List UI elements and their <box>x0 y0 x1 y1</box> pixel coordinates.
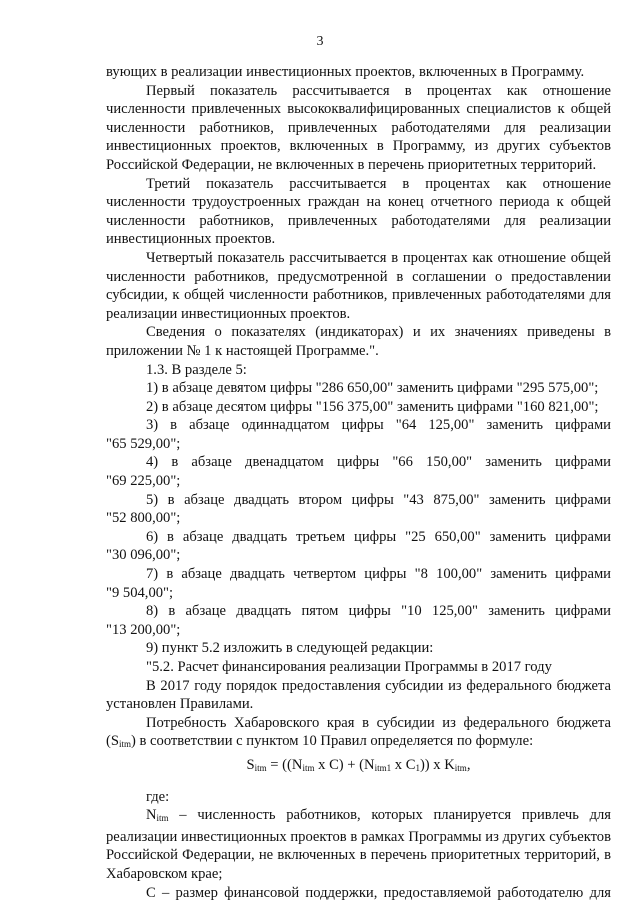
formula <box>106 756 611 778</box>
formula-part-1: = ((N <box>266 756 303 773</box>
paragraph-third-indicator: Третий показатель рассчитывается в процентах как отношение численности трудоустроенных граждан на конец отчетного периода к общей численности работников, привлеченных работодателями для реализации инвестиционных проектов. <box>106 175 611 248</box>
document-body <box>106 63 611 902</box>
formula-part-4: )) x K <box>419 756 455 773</box>
subsection-heading: "5.2. Расчет финансирования реализации Программы в 2017 году <box>146 659 552 675</box>
paragraph-fourth-indicator: Четвертый показатель рассчитывается в процентах как отношение общей численности работников, предусмотренной в соглашении о предоставлении субсидии, к общей численности работников, привлеченных работодателями для реализации инвестиционных проектов. <box>106 249 611 322</box>
list-item-3-line1: 3) в абзаце одиннадцатом цифры "64 125,00" заменить цифрами <box>146 417 611 434</box>
need-text-before: Потребность Хабаровского края в субсидии из федерального бюджета (S <box>106 714 611 750</box>
paragraph-subsidy-order: В 2017 году порядок предоставления субсидии из федерального бюджета установлен Правилами. <box>106 677 611 713</box>
formula-part-2: x C) + (N <box>314 756 375 773</box>
formula-s: S <box>246 756 255 773</box>
paragraph-indicators-info: Сведения о показателях (индикаторах) и их значениях приведены в приложении № 1 к настоящей Программе.". <box>106 324 611 359</box>
paragraph-where: где: <box>146 788 170 805</box>
page-number: 3 <box>316 34 324 49</box>
formula-k-sub: itm <box>454 762 467 773</box>
list-item-2: 2) в абзаце десятом цифры "156 375,00" заменить цифрами "160 821,00"; <box>146 398 599 415</box>
paragraph-n-definition <box>106 806 611 883</box>
need-text-after: ) в соответствии с пунктом 10 Правил определяется по формуле: <box>131 733 534 750</box>
list-item-8-line1: 8) в абзаце двадцать пятом цифры "10 125,00" заменить цифрами <box>146 603 611 620</box>
formula-s-sub: itm <box>254 762 267 773</box>
list-item-3-line2: "65 529,00"; <box>106 435 181 452</box>
list-item-4-line2: "69 225,00"; <box>106 473 181 490</box>
paragraph-subsidy-need <box>106 714 611 754</box>
list-item-8-line2: "13 200,00"; <box>106 621 181 638</box>
list-item-7-line1: 7) в абзаце двадцать четвертом цифры "8 100,00" заменить цифрами <box>146 566 611 583</box>
paragraph-first-indicator: Первый показатель рассчитывается в процентах как отношение численности привлеченных высококвалифицированных специалистов к общей численности работников, привлеченных работодателями для реализации инвестиционных проектов, включенных в Программу, из других субъектов Российской Федерации, не включенных в перечень приоритетных территорий. <box>106 82 611 173</box>
list-item-6-line2: "30 096,00"; <box>106 547 181 564</box>
formula-part-3: x C <box>391 756 416 773</box>
n-definition-text: – численность работников, которых планируется привлечь для реализации инвестиционных проектов в рамках Программы из других субъектов Российской Федерации, не включенных в перечень приоритетных территорий, в Хабаровском крае; <box>106 807 611 882</box>
list-item-5-line2: "52 800,00"; <box>106 510 181 527</box>
list-item-1: 1) в абзаце девятом цифры "286 650,00" заменить цифрами "295 575,00"; <box>146 380 599 397</box>
paragraph-c-definition: С – размер финансовой поддержки, предоставляемой работодателю для <box>146 884 611 901</box>
need-subscript: itm <box>118 739 131 750</box>
list-item-5-line1: 5) в абзаце двадцать втором цифры "43 875,00" заменить цифрами <box>146 491 611 508</box>
list-item-6-line1: 6) в абзаце двадцать третьем цифры "25 650,00" заменить цифрами <box>146 528 611 545</box>
n-symbol: N <box>146 807 157 824</box>
list-item-9: 9) пункт 5.2 изложить в следующей редакции: <box>146 640 434 657</box>
list-item-7-line2: "9 504,00"; <box>106 584 174 601</box>
list-item-4-line1: 4) в абзаце двенадцатом цифры "66 150,00" заменить цифрами <box>146 454 611 471</box>
formula-c1-sub: 1 <box>415 762 420 773</box>
formula-end: , <box>466 756 471 773</box>
n-subscript: itm <box>156 813 169 824</box>
paragraph-section-5: 1.3. В разделе 5: <box>146 361 247 378</box>
formula-n-sub: itm <box>302 762 315 773</box>
formula-n1-sub: itm1 <box>374 762 392 773</box>
paragraph-continuation: вующих в реализации инвестиционных проектов, включенных в Программу. <box>106 64 585 80</box>
